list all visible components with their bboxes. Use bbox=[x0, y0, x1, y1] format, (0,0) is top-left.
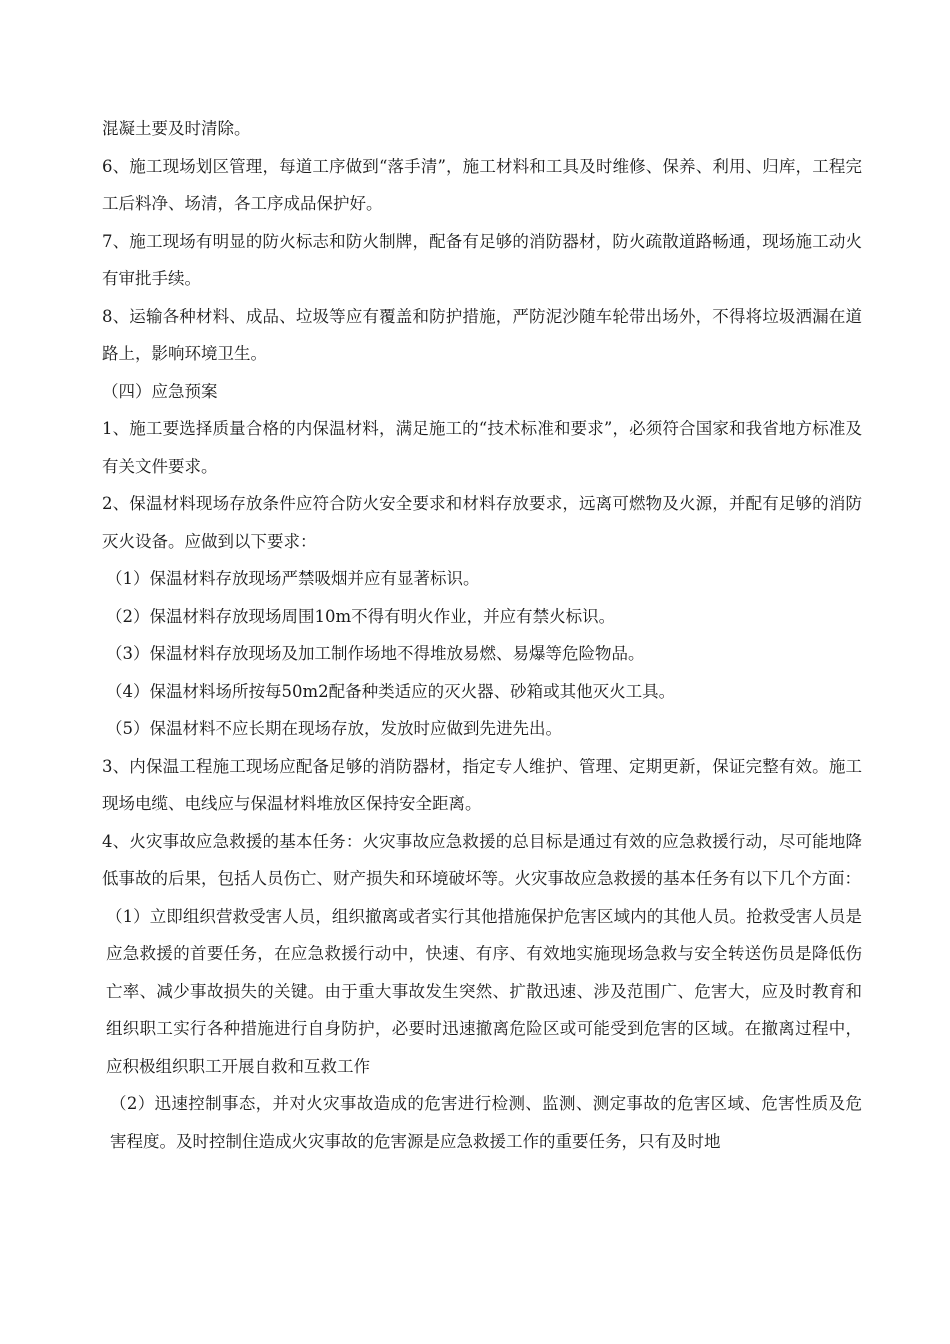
task-item-1: （1）立即组织营救受害人员，组织撤离或者实行其他措施保护危害区域内的其他人员。抢救受害人员是应急救援的首要任务，在应急救援行动中，快速、有序、有效地实施现场急救与安全转送伤员是降低伤亡率、减少事故损失的关键。由于重大事故发生突然、扩散迅速、涉及范围广、危害大，应及时教育和组织职工实行各种措施进行自身防护，必要时迅速撤离危险区或可能受到危害的区域。在撤离过程中，应积极组织职工开展自救和互救工作 bbox=[106, 906, 862, 1076]
sub-item-5: （5）保温材料不应长期在现场存放，发放时应做到先进先出。 bbox=[106, 719, 562, 738]
sub-item-4: （4）保温材料场所按每50m2配备种类适应的灭火器、砂箱或其他灭火工具。 bbox=[106, 681, 676, 701]
paragraph-concrete-cleanup: 混凝土要及时清除。 bbox=[102, 119, 251, 138]
paragraph-emergency-3: 3、内保温工程施工现场应配备足够的消防器材，指定专人维护、管理、定期更新，保证完整有效。施工现场电缆、电线应与保温材料堆放区保持安全距离。 bbox=[102, 756, 862, 813]
document-body bbox=[102, 110, 862, 1160]
paragraph-item-8: 8、运输各种材料、成品、垃圾等应有覆盖和防护措施，严防泥沙随车轮带出场外，不得将垃圾洒漏在道路上，影响环境卫生。 bbox=[102, 306, 862, 363]
paragraph-emergency-2: 2、保温材料现场存放条件应符合防火安全要求和材料存放要求，远离可燃物及火源，并配有足够的消防灭火设备。应做到以下要求： bbox=[102, 494, 862, 551]
task-item-2: （2）迅速控制事态，并对火灾事故造成的危害进行检测、监测、测定事故的危害区域、危害性质及危害程度。及时控制住造成火灾事故的危害源是应急救援工作的重要任务，只有及时地 bbox=[110, 1094, 862, 1151]
sub-item-2: （2）保温材料存放现场周围10m不得有明火作业，并应有禁火标识。 bbox=[106, 606, 616, 626]
paragraph-emergency-1: 1、施工要选择质量合格的内保温材料，满足施工的“技术标准和要求”，必须符合国家和我省地方标准及有关文件要求。 bbox=[102, 419, 862, 476]
sub-item-1: （1）保温材料存放现场严禁吸烟并应有显著标识。 bbox=[106, 569, 480, 588]
paragraph-item-6: 6、施工现场划区管理，每道工序做到“落手清”，施工材料和工具及时维修、保养、利用、归库，工程完工后料净、场清，各工序成品保护好。 bbox=[102, 156, 862, 213]
section-heading-emergency-plan: （四）应急预案 bbox=[102, 381, 218, 401]
sub-item-3: （3）保温材料存放现场及加工制作场地不得堆放易燃、易爆等危险物品。 bbox=[106, 644, 645, 663]
paragraph-emergency-4: 4、火灾事故应急救援的基本任务：火灾事故应急救援的总目标是通过有效的应急救援行动，尽可能地降低事故的后果，包括人员伤亡、财产损失和环境破坏等。火灾事故应急救援的基本任务有以下几个方面： bbox=[102, 831, 862, 888]
paragraph-item-7: 7、施工现场有明显的防火标志和防火制牌，配备有足够的消防器材，防火疏散道路畅通，现场施工动火有审批手续。 bbox=[102, 231, 862, 288]
